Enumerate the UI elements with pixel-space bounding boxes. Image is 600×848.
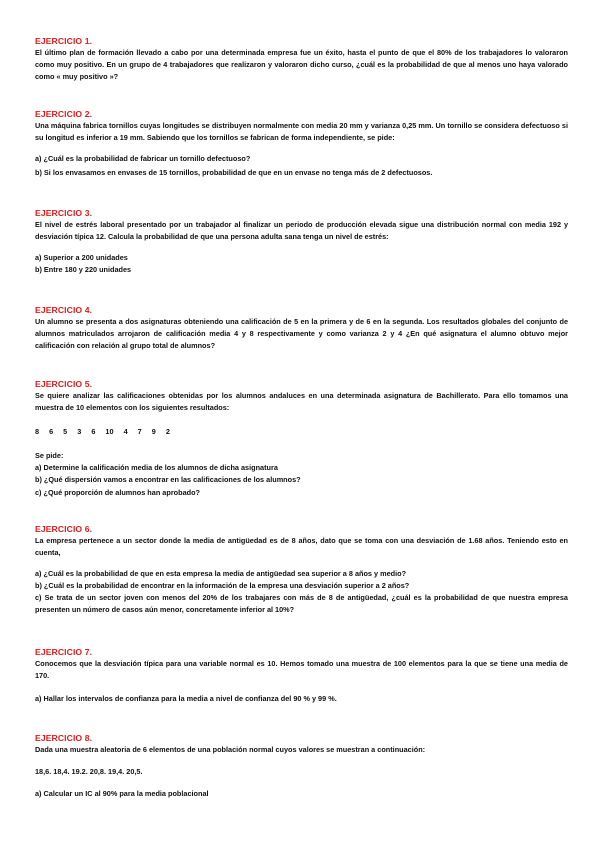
exercise-5 <box>35 379 568 499</box>
exercise-statement: Dada una muestra aleatoria de 6 elementos de una población normal cuyos valores se muestran a continuación: <box>35 745 426 754</box>
exercise-item: c) Se trata de un sector joven con menos del 20% de los trabajares con más de 8 de antigüedad, ¿cuál es la probabilidad de que nuestra empresa presenten un número de casos aún menor, concretamente inferior al 10%? <box>35 593 568 615</box>
exercise-4 <box>35 305 568 352</box>
exercise-title: EJERCICIO 1. <box>35 36 93 46</box>
exercise-statement: La empresa pertenece a un sector donde la media de antigüedad es de 8 años, dato que se toma con una desviación de 1.68 años. Teniendo esto en cuenta, <box>35 536 568 558</box>
exercise-item: a) ¿Cuál es la probabilidad de que en esta empresa la media de antigüedad sea superior a 8 años y medio? <box>35 569 407 579</box>
exercise-statement: Un alumno se presenta a dos asignaturas obteniendo una calificación de 5 en la primera y de 6 en la segunda. Los resultados globales del conjunto de alumnos matriculados arrojaron de calificación media 4 y 8 respectivamente y como varianza 2 y 4 ¿En qué asignatura el alumno obtuvo mejor calificación con relación al grupo total de alumnos? <box>35 317 568 351</box>
exercise-item: a) Superior a 200 unidades <box>35 253 128 263</box>
exercise-statement: Se quiere analizar las calificaciones obtenidas por los alumnos andaluces en una determinada asignatura de Bachillerato. Para ello tomamos una muestra de 10 elementos con los siguientes resultados: <box>35 391 568 413</box>
exercise-item: c) ¿Qué proporción de alumnos han aprobado? <box>35 487 200 497</box>
exercise-statement: Una máquina fabrica tornillos cuyas longitudes se distribuyen normalmente con media 20 mm y varianza 0,25 mm. Un tornillo se considera defectuoso si su longitud es inferior a 19 mm. Sabiendo que los tornillos se fabrican de forma independiente, se pide: <box>35 121 568 143</box>
exercise-7 <box>35 647 568 705</box>
sample-values: 8 6 5 3 6 10 4 7 9 2 <box>35 427 170 437</box>
exercise-1 <box>35 36 568 83</box>
exercise-item: a) Hallar los intervalos de confianza para la media a nivel de confianza del 90 % y 99 %. <box>35 694 337 704</box>
exercise-statement: Conocemos que la desviación típica para una variable normal es 10. Hemos tomado una muestra de 100 elementos para la que se tiene una media de 170. <box>35 659 568 681</box>
exercise-item: a) ¿Cuál es la probabilidad de fabricar un tornillo defectuoso? <box>35 154 251 164</box>
exercise-title: EJERCICIO 5. <box>35 379 93 389</box>
exercise-item: a) Calcular un IC al 90% para la media poblacional <box>35 789 209 799</box>
exercise-item: b) Si los envasamos en envases de 15 tornillos, probabilidad de que en un envase no tenga más de 2 defectuosos. <box>35 168 433 178</box>
exercise-title: EJERCICIO 3. <box>35 208 93 218</box>
exercise-item: b) ¿Qué dispersión vamos a encontrar en las calificaciones de los alumnos? <box>35 475 301 485</box>
exercise-item: b) ¿Cuál es la probabilidad de encontrar en la información de la empresa una desviación superior a 2 años? <box>35 581 410 591</box>
exercise-6 <box>35 524 568 617</box>
exercise-8 <box>35 733 568 800</box>
exercise-item: b) Entre 180 y 220 unidades <box>35 265 132 275</box>
exercise-title: EJERCICIO 4. <box>35 305 93 315</box>
exercise-item: a) Determine la calificación media de los alumnos de dicha asignatura <box>35 463 278 473</box>
sample-values: 18,6. 18,4. 19.2. 20,8. 19,4. 20,5. <box>35 767 143 777</box>
exercise-3 <box>35 208 568 276</box>
exercise-title: EJERCICIO 7. <box>35 647 93 657</box>
exercise-title: EJERCICIO 2. <box>35 109 93 119</box>
exercise-title: EJERCICIO 6. <box>35 524 93 534</box>
exercise-2 <box>35 109 568 179</box>
exercise-lead: Se pide: <box>35 451 64 461</box>
exercise-statement: El nivel de estrés laboral presentado por un trabajador al finalizar un periodo de producción elevada sigue una distribución normal con media 192 y desviación típica 12. Calcula la probabilidad de que una persona adulta sana tenga un nivel de estrés: <box>35 220 568 242</box>
exercise-statement: El último plan de formación llevado a cabo por una determinada empresa fue un éxito, hasta el punto de que el 80% de los trabajadores lo valoraron como muy positivo. En un grupo de 4 trabajadores que realizaron y valoraron dicho curso, ¿cuál es la probabilidad de que al menos uno haya valorado como « muy positivo »? <box>35 48 568 82</box>
exercise-title: EJERCICIO 8. <box>35 733 93 743</box>
